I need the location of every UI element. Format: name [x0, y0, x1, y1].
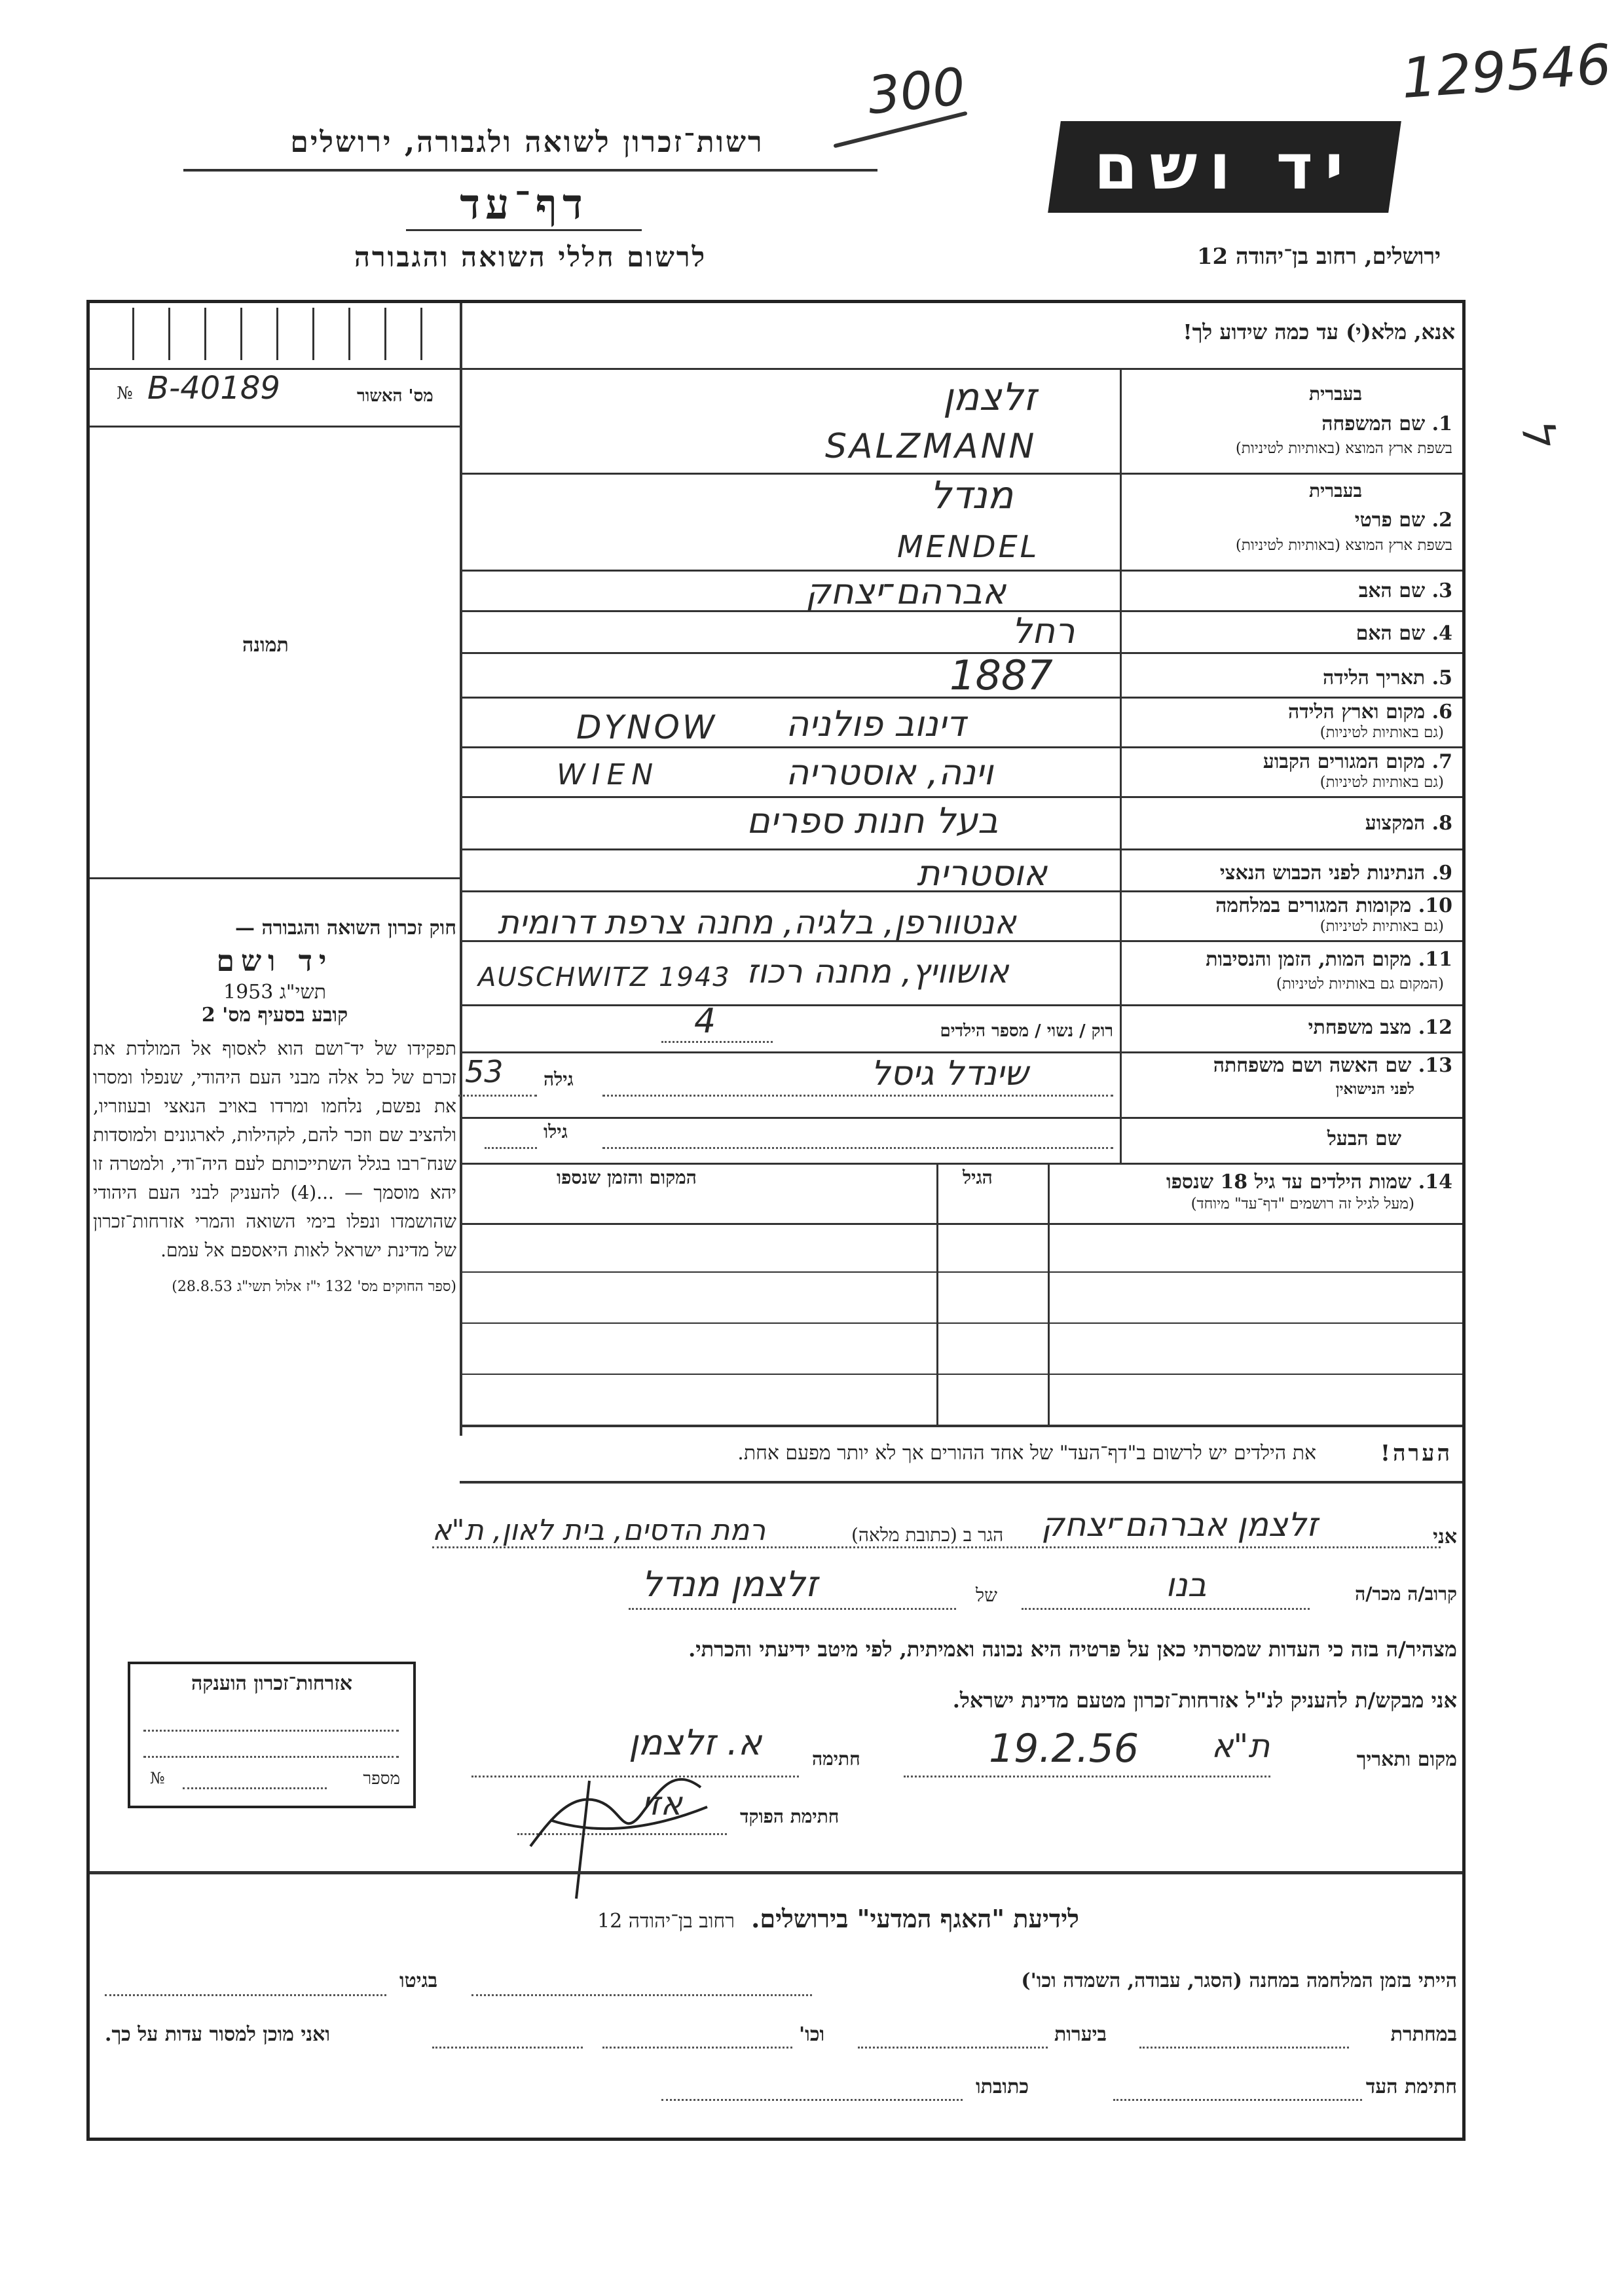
row5-num: 5.	[1431, 666, 1452, 689]
row9-text: הנתינות לפני הכבוש הנאצי	[1219, 862, 1426, 884]
decl-address: רמת הדסים, בית לאון, ת"א	[432, 1514, 766, 1547]
bottom-etc: וכו'	[799, 2023, 825, 2046]
side-mark: ל	[1510, 415, 1568, 450]
logo-text: יד ושם	[1094, 130, 1356, 204]
place-date-label: מקום ותאריך	[1356, 1748, 1457, 1771]
row11-num: 11.	[1418, 948, 1452, 971]
row10-num: 10.	[1418, 894, 1452, 917]
row10-text: מקומות המגורים במלחמה	[1215, 894, 1412, 917]
law-text: תפקידו של יד־ושם הוא לאסוף אל המולדת את זכרם של כל אלה מבני העם היהודי, שנפלו ומסרו את נפשם, נלחמו ומרדו באויב הנאצי ובעוזריו, ולהציב שם וזכר להם, לקהילות, לארגונים ולמוסדות שנח־רבו בגלל השתייכותם לעם היה־ודי, ולמטרה זו יהא מוסמך — ...(4) להעניק לבני העם היהודי שהושמדו ונפלו בימי השואה והמרי אזרחות־זכרון של מדינת ישראל לאות היאספם אל עמם.	[93, 1038, 456, 1261]
row7-value-hebrew: וינה, אוסטריה	[786, 752, 993, 793]
bottom-address: רחוב בן־יהודה 12	[597, 1910, 735, 1933]
handwritten-300: 300	[864, 57, 969, 126]
yad-vashem-logo	[1048, 121, 1401, 213]
law-block	[93, 917, 456, 1295]
row4-text: שם האם	[1356, 622, 1426, 645]
row13-age-label: גילה	[544, 1068, 574, 1090]
row3-text: שם האב	[1358, 579, 1426, 602]
decl-place: ת"א	[1211, 1727, 1270, 1765]
row14-text: שמות הילדים עד גיל 18 שנספו	[1166, 1171, 1412, 1194]
husband-label: שם הבעל	[1327, 1127, 1401, 1150]
instruction-text: אנא, מלא(י) עד כמה שידוע לך!	[1183, 319, 1455, 344]
col-place-header: המקום והזמן שנספו	[557, 1167, 697, 1188]
bottom-underground: במחתרת	[1390, 2023, 1457, 2046]
row10-sub: (גם באותיות לטיניות)	[1320, 918, 1444, 935]
lang-origin-1: בשפת ארץ המוצא (באותיות לטיניות)	[1235, 440, 1452, 457]
row13-age: 53	[465, 1054, 504, 1089]
row13-sub: לפני הנישואין	[1335, 1080, 1414, 1098]
row7-num: 7.	[1431, 750, 1452, 773]
row8-label	[1365, 812, 1452, 835]
stamp-number-label: מספר	[363, 1769, 400, 1789]
decl-relative-label: קרוב/ה מכר/ה	[1355, 1583, 1457, 1605]
stamp-no-mark: №	[150, 1769, 165, 1787]
row7-text: מקום המגורים הקבוע	[1263, 750, 1426, 773]
row3-num: 3.	[1431, 579, 1452, 602]
law-title: חוק זכרון השואה והגבורה —	[235, 917, 456, 939]
lang-hebrew-1: בעברית	[1308, 383, 1362, 405]
memorial-citizenship-box	[128, 1662, 416, 1808]
row10-label	[1215, 894, 1452, 917]
row13-label	[1213, 1054, 1452, 1077]
org-line: רשות־זכרון לשואה ולגבורה, ירושלים	[290, 126, 764, 159]
row6-label	[1288, 701, 1452, 723]
row3-value: אברהם־יצחק	[805, 571, 1006, 612]
org-address: ירושלים, רחוב בן־יהודה 12	[1196, 244, 1441, 270]
bottom-ready: ואני מוכן למסור עדות על כך.	[105, 2023, 331, 2046]
law-source: (ספר החוקים מס' 132 י"ז אלול תשי"ג 28.8.53)	[172, 1279, 456, 1295]
row11-text: מקום המות, הזמן והנסיבות	[1206, 948, 1412, 971]
row1-value-latin: SALZMANN	[825, 427, 1037, 466]
row1-label	[1321, 412, 1452, 435]
row11-value-latin: AUSCHWITZ 1943	[478, 962, 731, 993]
decl-request: אני מבקש/ת להעניק לנ"ל אזרחות־זכרון מטעם מדינת ישראל.	[952, 1688, 1457, 1713]
row5-label	[1323, 666, 1452, 689]
row4-label	[1356, 622, 1452, 645]
row7-sub: (גם באותיות לטיניות)	[1320, 774, 1444, 791]
lang-hebrew-2: בעברית	[1308, 480, 1362, 501]
bottom-address-label: כתובתו	[976, 2075, 1029, 2098]
lang-origin-2: בשפת ארץ המוצא (באותיות לטיניות)	[1235, 537, 1452, 554]
signature-scribble	[511, 1741, 747, 1912]
row6-value-hebrew: דינוב פולניה	[786, 703, 966, 744]
row14-sub: (מעל לגיל זה רושמים "דף־עד" מיוחד)	[1190, 1195, 1414, 1212]
bottom-separator	[90, 1871, 1462, 1874]
row10-value: אנטוורפן, בלגיה, מחנה צרפת דרומית	[498, 903, 1016, 941]
row5-text: תאריך הלידה	[1323, 666, 1426, 689]
row12-num: 12.	[1418, 1016, 1452, 1039]
decl-statement: מצהיר/ה בזה כי העדות שמסרתי כאן על פרטיה היא נכונה ואמיתית, לפי מיטב ידיעתי והכרתי.	[688, 1637, 1457, 1662]
row7-label	[1263, 750, 1452, 773]
law-year: תשי"ג 1953	[223, 981, 326, 1004]
cert-number: 40189-B	[147, 370, 280, 407]
row2-value-latin: MENDEL	[897, 529, 1040, 564]
row2-text: שם פרטי	[1354, 509, 1426, 532]
row14-num: 14.	[1418, 1171, 1452, 1194]
row2-label	[1355, 509, 1452, 532]
bottom-title-row	[511, 1904, 1166, 1934]
signature-label: חתימה	[812, 1748, 860, 1770]
decl-resides: הגר ב (כתובת מלאה)	[851, 1524, 1004, 1546]
note-text: את הילדים יש לרשום ב"דף־העד" של אחד ההורים אך לא יותר מפעם אחת.	[737, 1442, 1316, 1465]
row6-value-latin: DYNOW	[576, 708, 718, 746]
husband-age-label: גילו	[544, 1121, 568, 1142]
law-section: קובע בסעיף מס' 2	[201, 1004, 348, 1027]
note-label: הערה!	[1380, 1440, 1452, 1467]
bottom-title: לידיעת "האגף המדעי" בירושלים.	[751, 1904, 1079, 1933]
form-title: דף־עד	[460, 180, 588, 229]
row9-label	[1220, 862, 1452, 884]
row9-value: אוסטרית	[917, 852, 1047, 894]
row8-value: בעל חנות ספרים	[747, 800, 999, 841]
row11-sub: (המקום גם באותיות לטיניות)	[1276, 975, 1444, 993]
row12-label	[1308, 1016, 1452, 1039]
officer-signature: אזי	[642, 1785, 682, 1823]
cert-label: מס' האשור	[357, 386, 434, 406]
bottom-witness-sig: חתימת העד	[1365, 2075, 1457, 2098]
cert-no-mark: №	[117, 384, 133, 403]
row4-value: רחל	[1012, 610, 1075, 651]
row12-options: רוק / נשוי / מספר הילדים	[940, 1021, 1113, 1041]
row11-label	[1206, 948, 1452, 971]
row2-value-hebrew: מנדל	[930, 473, 1014, 517]
row6-sub: (גם באותיות לטיניות)	[1320, 724, 1444, 741]
form-subtitle: לרשום חללי השואה והגבורה	[354, 241, 707, 273]
photo-label: תמונה	[242, 634, 289, 657]
row1-num: 1.	[1431, 412, 1452, 435]
row12-children: 4	[694, 1002, 716, 1041]
row3-label	[1359, 579, 1452, 602]
cert-ticks	[98, 308, 452, 360]
law-name: יד ושם	[216, 945, 333, 978]
declarant-signature: א. זלצמן	[629, 1722, 762, 1763]
row4-num: 4.	[1431, 622, 1452, 645]
row13-text: שם האשה ושם משפחתה	[1213, 1054, 1412, 1077]
bottom-line1: הייתי בזמן המלחמה במחנה (הסגר, עבודה, השמדה וכו')	[1021, 1969, 1457, 1992]
row6-text: מקום וארץ הלידה	[1287, 701, 1426, 723]
decl-deceased: זלצמן מנדל	[642, 1563, 818, 1605]
officer-label: חתימת הפוקד	[740, 1806, 840, 1827]
decl-of: של	[976, 1584, 997, 1606]
row11-value-hebrew: אושוויץ, מחנה רכוז	[747, 953, 1009, 991]
row8-text: המקצוע	[1365, 812, 1426, 835]
row2-num: 2.	[1431, 509, 1452, 532]
label-column-divider	[1120, 370, 1122, 1163]
decl-ani: אני	[1433, 1525, 1457, 1548]
bottom-forests: ביערות	[1054, 2023, 1107, 2046]
decl-relation: בנו	[1166, 1566, 1207, 1604]
row6-num: 6.	[1431, 701, 1452, 723]
row12-text: מצב משפחתי	[1308, 1016, 1412, 1039]
decl-declarant: זלצמן אברהם־יצחק	[1041, 1506, 1318, 1544]
row1-value-hebrew: זלצמן	[943, 374, 1037, 419]
archive-number: 129546	[1399, 31, 1614, 111]
stamp-title: אזרחות־זכרון הוענקה	[191, 1672, 353, 1695]
row7-value-latin: WIEN	[557, 758, 660, 792]
row5-value: 1887	[950, 651, 1053, 699]
row14-label	[1166, 1171, 1452, 1194]
row8-num: 8.	[1431, 812, 1452, 835]
row13-value: שינדל גיסל	[871, 1054, 1029, 1093]
row1-text: שם המשפחה	[1321, 412, 1426, 435]
row9-num: 9.	[1431, 862, 1452, 884]
col-age-header: הגיל	[963, 1167, 993, 1188]
bottom-ghetto: בגיטו	[399, 1969, 438, 1992]
decl-date: 19.2.56	[989, 1726, 1139, 1772]
row13-num: 13.	[1418, 1054, 1452, 1077]
